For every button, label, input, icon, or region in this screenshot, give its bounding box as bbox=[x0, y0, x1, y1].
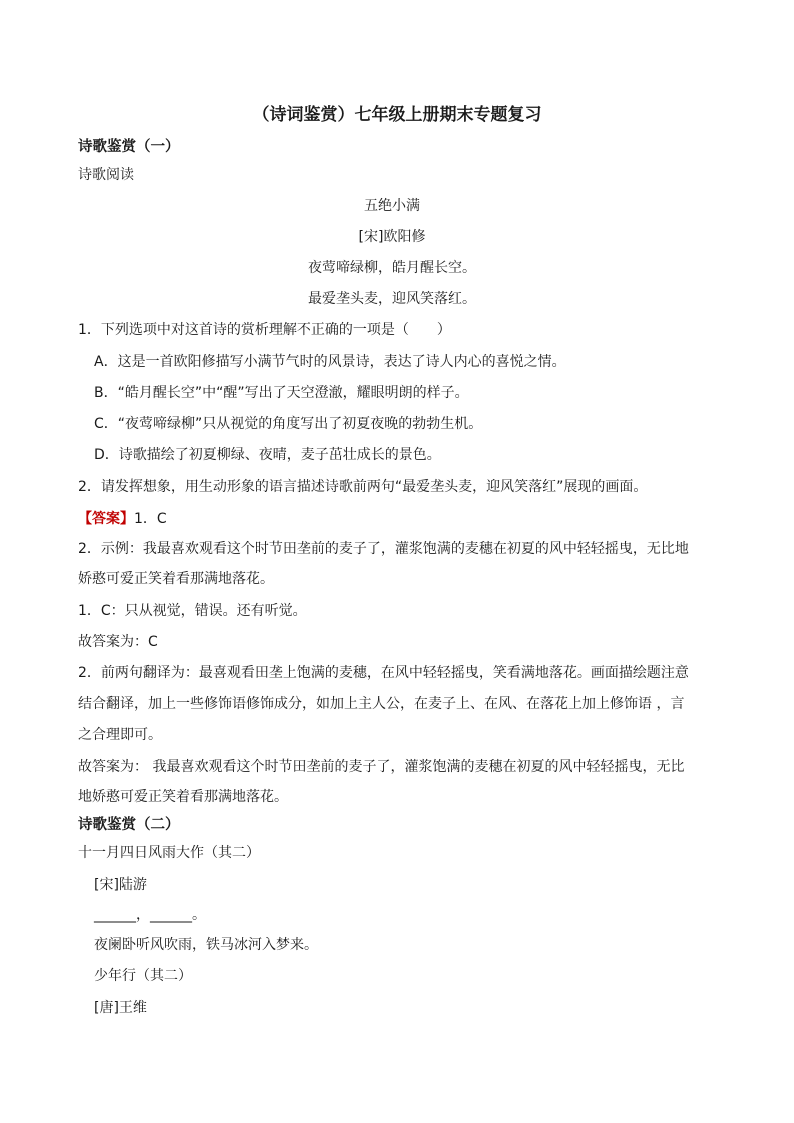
section-heading-2: 诗歌鉴赏（二） bbox=[78, 817, 180, 833]
answer-2-line-1: 2．示例：我最喜欢观看这个时节田垄前的麦子了，灌浆饱满的麦穗在初夏的风中轻轻摇曳，无比地 bbox=[78, 541, 689, 557]
answer-tag: 【答案】 bbox=[78, 511, 134, 527]
option-d: D．诗歌描绘了初夏柳绿、夜晴，麦子茁壮成长的景色。 bbox=[94, 447, 441, 463]
poem-title: 五绝小满 bbox=[364, 198, 420, 214]
final-answer-2-line-1: 故答案为： 我最喜欢观看这个时节田垄前的麦子了，灌浆饱满的麦穗在初夏的风中轻轻摇曳，无比 bbox=[78, 759, 685, 775]
poem-2-title: 十一月四日风雨大作（其二） bbox=[78, 845, 260, 861]
section-intro: 诗歌阅读 bbox=[78, 167, 134, 183]
answer-line bbox=[78, 510, 167, 528]
poem-author: [宋]欧阳修 bbox=[358, 229, 426, 245]
answer-1: 1．C bbox=[134, 511, 167, 527]
option-b: B．“皓月醒长空”中“醒”写出了天空澄澈，耀眼明朗的样子。 bbox=[94, 385, 469, 401]
question-1: 1．下列选项中对这首诗的赏析理解不正确的一项是（ ） bbox=[78, 322, 451, 338]
section-heading-1: 诗歌鉴赏（一） bbox=[78, 139, 180, 155]
poem-2-author: [宋]陆游 bbox=[94, 877, 147, 893]
answer-2-line-2: 娇憨可爱正笑着看那满地落花。 bbox=[78, 571, 274, 587]
poem-line-2: 最爱垄头麦，迎风笑落红。 bbox=[308, 291, 476, 307]
final-answer-1: 故答案为：C bbox=[78, 634, 158, 650]
poem-3-author: [唐]王维 bbox=[94, 1000, 147, 1016]
question-2: 2．请发挥想象，用生动形象的语言描述诗歌前两句“最爱垄头麦，迎风笑落红”展现的画面。 bbox=[78, 479, 648, 495]
option-c: C．“夜莺啼绿柳”只从视觉的角度写出了初夏夜晚的勃勃生机。 bbox=[94, 416, 483, 432]
poem-3-title: 少年行（其二） bbox=[94, 968, 192, 984]
document-title: （诗词鉴赏）七年级上册期末专题复习 bbox=[252, 105, 542, 125]
blank-line: ______，______。 bbox=[94, 907, 206, 923]
explanation-2-line-2: 结合翻译，加上一些修饰语修饰成分，如加上主人公，在麦子上、在风、在落花上加上修饰语 ，言 bbox=[78, 696, 685, 712]
poem-2-line: 夜阑卧听风吹雨，铁马冰河入梦来。 bbox=[94, 937, 318, 953]
option-a: A．这是一首欧阳修描写小满节气时的风景诗，表达了诗人内心的喜悦之情。 bbox=[94, 354, 566, 370]
explanation-2-line-3: 之合理即可。 bbox=[78, 727, 162, 743]
final-answer-2-line-2: 地娇憨可爱正笑着看那满地落花。 bbox=[78, 789, 288, 805]
poem-line-1: 夜莺啼绿柳，皓月醒长空。 bbox=[308, 260, 476, 276]
explanation-1: 1．C：只从视觉，错误。还有听觉。 bbox=[78, 603, 307, 619]
explanation-2-line-1: 2．前两句翻译为：最喜观看田垄上饱满的麦穗，在风中轻轻摇曳，笑看满地落花。画面描绘题注意 bbox=[78, 665, 689, 681]
